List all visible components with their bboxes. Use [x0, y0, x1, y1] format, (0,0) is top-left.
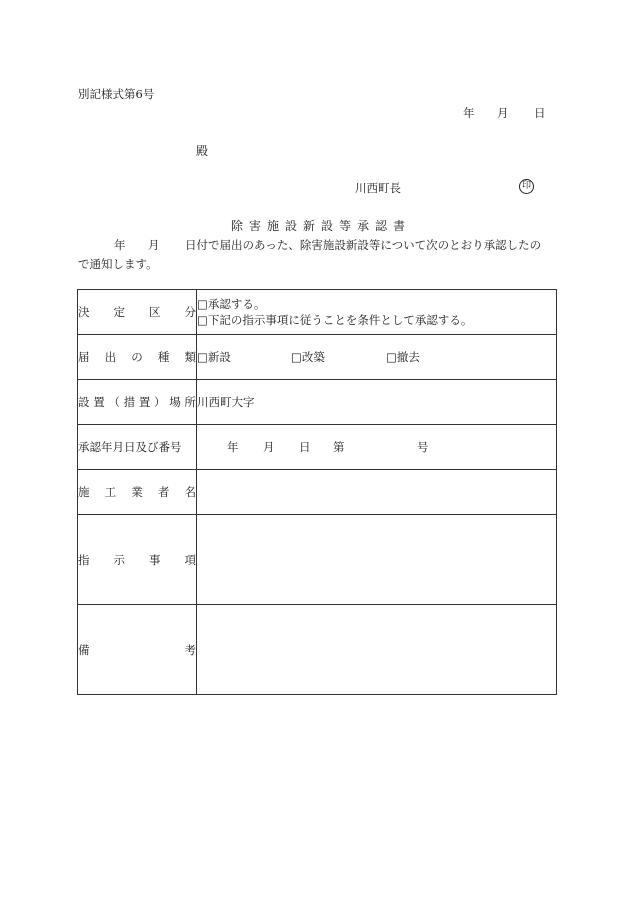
label-cell: [78, 425, 197, 470]
document-title: 除害施設新設等承認書: [231, 219, 412, 233]
label-char: 備: [78, 642, 90, 657]
approval-go-label: 号: [417, 440, 429, 454]
notice-type-options: [197, 335, 557, 380]
table-row-approval-date: [78, 425, 557, 470]
label-char: 届: [78, 350, 90, 364]
contractor-value[interactable]: [197, 470, 557, 515]
label-cell: [78, 515, 197, 605]
label-char: 示: [113, 552, 125, 567]
intro-text-line1: 日付で届出のあった、除害施設新設等について次のとおり承認したの: [185, 238, 542, 252]
notice-option-rebuild[interactable]: □改築: [291, 350, 325, 364]
approval-year-label: 年: [227, 440, 239, 454]
label-char: 措: [123, 395, 136, 409]
approval-form-table: [77, 289, 557, 695]
label-char: 指: [78, 552, 90, 567]
table-row-contractor: [78, 470, 557, 515]
date-day-label: 日: [534, 106, 546, 120]
decision-option-conditional[interactable]: □下記の指示事項に従うことを条件として承認する。: [197, 313, 473, 327]
label-char: 者: [157, 485, 170, 499]
table-row-location: [78, 380, 557, 425]
label-char: 業: [131, 485, 143, 499]
label-cell: [78, 380, 197, 425]
addressee-honorific: 殿: [196, 144, 209, 158]
date-month-label: 月: [497, 106, 509, 120]
table-row-instructions: [78, 515, 557, 605]
label-char: 出: [104, 350, 117, 364]
table-row-remarks: [78, 605, 557, 695]
date-year-label: 年: [463, 106, 475, 120]
remarks-value[interactable]: [197, 605, 557, 695]
table-row-decision: [78, 290, 557, 335]
decision-option-approve[interactable]: □承認する。: [197, 297, 266, 311]
notice-type-label: [78, 349, 196, 365]
location-value[interactable]: 川西町大字: [197, 380, 557, 425]
label-char: 工: [104, 485, 117, 499]
form-number: 別記様式第6号: [78, 87, 155, 101]
label-char: の: [131, 350, 143, 364]
issuer-name: 川西町長: [355, 181, 401, 195]
approval-dai-label: 第: [333, 440, 345, 454]
intro-text-line2: で通知します。: [78, 257, 158, 271]
notice-option-remove[interactable]: □撤去: [386, 350, 420, 364]
label-char: 区: [149, 305, 161, 319]
label-char: 決: [78, 305, 90, 319]
approval-month-label: 月: [263, 440, 275, 454]
label-char: ）: [154, 395, 166, 409]
label-char: 施: [78, 485, 90, 499]
label-char: 項: [184, 552, 196, 567]
label-char: 類: [184, 350, 196, 364]
remarks-label: [78, 642, 196, 658]
label-cell: [78, 605, 197, 695]
label-char: 分: [184, 305, 196, 319]
instructions-value[interactable]: [197, 515, 557, 605]
decision-label: [78, 304, 196, 320]
table-row-notice-type: [78, 335, 557, 380]
label-char: 場: [169, 395, 181, 409]
notice-option-new[interactable]: □新設: [197, 350, 231, 364]
seal-stamp: 印: [519, 179, 534, 194]
intro-year-label: 年: [114, 238, 126, 252]
label-cell: [78, 335, 197, 380]
label-char: 種: [157, 350, 170, 364]
label-char: （: [108, 395, 120, 409]
instructions-label: [78, 552, 196, 568]
label-char: 事: [149, 552, 161, 567]
label-char: 定: [113, 305, 125, 319]
label-cell: [78, 470, 197, 515]
approval-day-label: 日: [299, 440, 311, 454]
location-label: [78, 394, 196, 410]
label-char: 置: [93, 395, 105, 409]
approval-date-label: 承認年月日及び番号: [78, 440, 182, 454]
label-cell: [78, 290, 197, 335]
decision-options: [197, 290, 557, 335]
contractor-label: [78, 484, 196, 500]
label-char: 考: [184, 642, 196, 657]
approval-date-value[interactable]: [197, 425, 557, 470]
label-char: 置: [138, 395, 151, 409]
intro-month-label: 月: [148, 238, 160, 252]
label-char: 設: [78, 395, 90, 409]
label-char: 名: [184, 485, 196, 499]
label-char: 所: [184, 395, 196, 409]
